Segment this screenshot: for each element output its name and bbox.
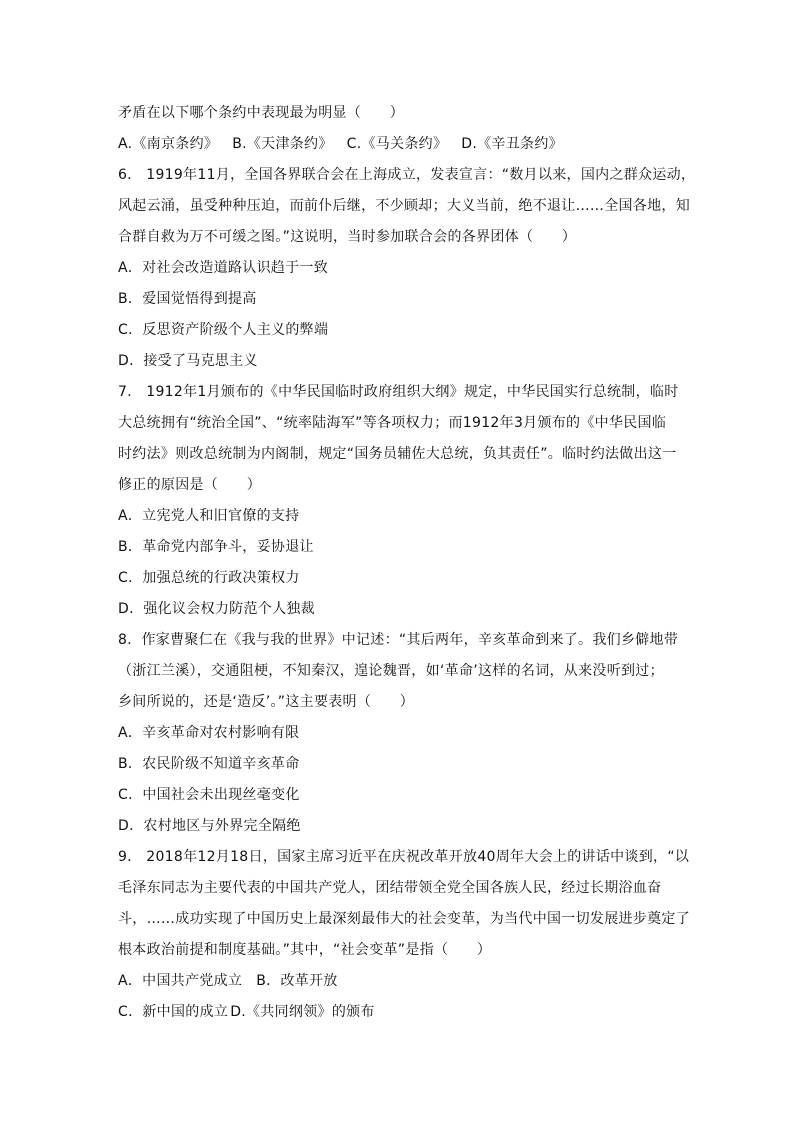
question-8-option-b: B．农民阶级不知道辛亥革命	[118, 756, 300, 772]
question-6-text-line-3: 合群自救为万不可缓之图。”这说明，当时参加联合会的各界团体（ ）	[118, 229, 577, 245]
question-9-text-line-3: 斗，……成功实现了中国历史上最深刻最伟大的社会变革，为当代中国一切发展进步奠定了	[118, 911, 690, 927]
question-5-options	[118, 129, 678, 160]
option-d: D.《辛丑条约》	[461, 136, 563, 152]
question-8-option-d: D．农村地区与外界完全隔绝	[118, 818, 301, 834]
question-7-option-b: B．革命党内部争斗，妥协退让	[118, 539, 314, 555]
question-9-options-row-2	[118, 997, 678, 1028]
question-9-text-line-2: 毛泽东同志为主要代表的中国共产党人，团结带领全党全国各族人民，经过长期浴血奋	[118, 880, 662, 896]
question-6-text-line-2: 风起云涌，虽受种种压迫，而前仆后继，不少顾却；大义当前，绝不退让……全国各地，知	[118, 198, 690, 214]
option-a: A．中国共产党成立	[118, 973, 243, 989]
question-6-text-line-1: 6． 1919年11月，全国各界联合会在上海成立，发表宣言：“数月以来，国内之群众运动，	[118, 167, 696, 183]
question-8-option-c: C．中国社会未出现丝毫变化	[118, 787, 300, 803]
question-7-option-a: A．立宪党人和旧官僚的支持	[118, 508, 300, 524]
option-c: C.《马关条约》	[346, 136, 448, 152]
question-content	[118, 98, 696, 1028]
question-6-option-d: D．接受了马克思主义	[118, 353, 258, 369]
question-7-text-line-4: 修正的原因是（ ）	[118, 477, 261, 493]
question-8-text-line-1: 8．作家曹聚仁在《我与我的世界》中记述：“其后两年，辛亥革命到来了。我们乡僻地带	[118, 632, 679, 648]
question-7-text-line-3: 时约法》则改总统制为内阁制，规定“国务员辅佐大总统，负其责任”。临时约法做出这一	[118, 446, 677, 462]
question-8-option-a: A．辛亥革命对农村影响有限	[118, 725, 300, 741]
question-9-text-line-1: 9． 2018年12月18日，国家主席习近平在庆祝改革开放40周年大会上的讲话中谈到，“以	[118, 849, 690, 865]
option-b: B．改革开放	[256, 973, 338, 989]
question-7-option-d: D．强化议会权力防范个人独裁	[118, 601, 315, 617]
question-5-text: 矛盾在以下哪个条约中表现最为明显（ ）	[118, 105, 404, 121]
question-7-text-line-2: 大总统拥有“统治全国”、“统率陆海军”等各项权力；而1912年3月颁布的《中华民国临	[118, 415, 667, 431]
option-d: D.《共同纲领》的颁布	[230, 1004, 375, 1020]
question-7-option-c: C．加强总统的行政决策权力	[118, 570, 300, 586]
question-7-text-line-1: 7． 1912年1月颁布的《中华民国临时政府组织大纲》规定，中华民国实行总统制，临时	[118, 384, 679, 400]
question-9-text-line-4: 根本政治前提和制度基础。”其中，“社会变革”是指（ ）	[118, 942, 492, 958]
option-a: A.《南京条约》	[118, 136, 219, 152]
option-b: B.《天津条约》	[232, 136, 333, 152]
question-9-options-row-1	[118, 966, 678, 997]
question-8-text-line-3: 乡间所说的，还是‘造反’。”这主要表明（ ）	[118, 694, 415, 710]
question-6-option-b: B．爱国觉悟得到提高	[118, 291, 257, 307]
option-c: C．新中国的成立	[118, 1004, 229, 1020]
question-6-option-c: C．反思资产阶级个人主义的弊端	[118, 322, 329, 338]
question-6-option-a: A．对社会改造道路认识趋于一致	[118, 260, 329, 276]
question-8-text-line-2: （浙江兰溪），交通阻梗，不知秦汉，遑论魏晋，如‘革命’这样的名词，从来没听到过；	[118, 663, 664, 679]
